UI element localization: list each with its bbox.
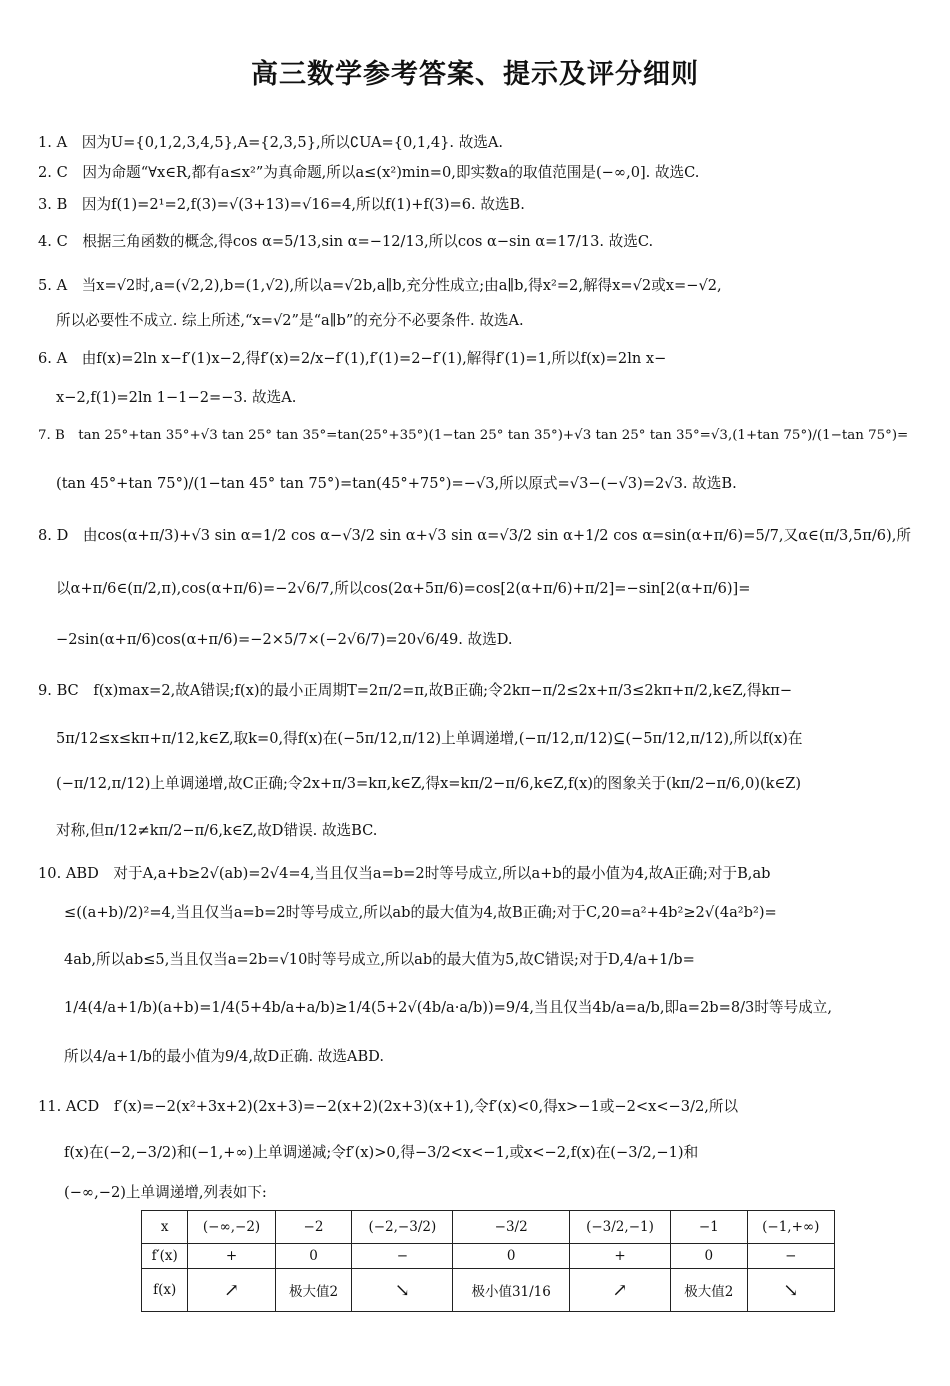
answer-line-9: 9. BC f(x)max=2,故A错误;f(x)的最小正周期T=2π/2=π,故B正确;令2kπ−π/2≤2x+π/3≤2kπ+π/2,k∈Z,得kπ− [38,682,793,699]
answer-line-11: 11. ACD f′(x)=−2(x²+3x+2)(2x+3)=−2(x+2)(2x+3)(x+1),令f′(x)<0,得x>−1或−2<x<−3/2,所以 [38,1098,739,1115]
table-cell: (−∞,−2) [188,1211,275,1244]
table-cell: 0 [275,1244,352,1269]
table-cell: (−1,+∞) [747,1211,834,1244]
table-cell: f′(x) [142,1244,188,1269]
answer-line-10-cont-d: 所以4/a+1/b的最小值为9/4,故D正确. 故选ABD. [64,1048,384,1065]
table-row [142,1269,835,1312]
table-cell: − [352,1244,453,1269]
answer-line-8-cont-b: −2sin(α+π/6)cos(α+π/6)=−2×5/7×(−2√6/7)=20√6/49. 故选D. [56,631,513,648]
answer-line-9-cont-c: 对称,但π/12≠kπ/2−π/6,k∈Z,故D错误. 故选BC. [56,822,378,839]
table-cell: 0 [671,1244,748,1269]
sign-table [141,1210,835,1312]
decreasing-arrow-icon: ↘ [352,1269,453,1312]
answer-line-11-cont-a: f(x)在(−2,−3/2)和(−1,+∞)上单调递减;令f′(x)>0,得−3/2<x<−1,或x<−2,f(x)在(−3/2,−1)和 [64,1144,699,1161]
decreasing-arrow-icon: ↘ [747,1269,834,1312]
table-cell: (−2,−3/2) [352,1211,453,1244]
answer-line-10: 10. ABD 对于A,a+b≥2√(ab)=2√4=4,当且仅当a=b=2时等号成立,所以a+b的最小值为4,故A正确;对于B,ab [38,865,771,882]
answer-line-3: 3. B 因为f(1)=2¹=2,f(3)=√(3+13)=√16=4,所以f(1)+f(3)=6. 故选B. [38,196,525,213]
answer-line-7: 7. B tan 25°+tan 35°+√3 tan 25° tan 35°=tan(25°+35°)(1−tan 25° tan 35°)+√3 tan 25° tan 35°=√3,(1+tan 75°)/(1−tan 75°)= [38,428,909,443]
page-title: 高三数学参考答案、提示及评分细则 [251,59,699,90]
answer-line-10-cont-a: ≤((a+b)/2)²=4,当且仅当a=b=2时等号成立,所以ab的最大值为4,故B正确;对于C,20=a²+4b²≥2√(4a²b²)= [64,904,777,921]
table-cell: f(x) [142,1269,188,1312]
table-cell: + [188,1244,275,1269]
answer-line-8-cont-a: 以α+π/6∈(π/2,π),cos(α+π/6)=−2√6/7,所以cos(2α+5π/6)=cos[2(α+π/6)+π/2]=−sin[2(α+π/6)]= [56,580,751,597]
answer-line-11-cont-b: (−∞,−2)上单调递增,列表如下: [64,1184,267,1201]
answer-line-4: 4. C 根据三角函数的概念,得cos α=5/13,sin α=−12/13,所以cos α−sin α=17/13. 故选C. [38,233,654,250]
increasing-arrow-icon: ↗ [569,1269,670,1312]
table-cell: 极大值2 [275,1269,352,1312]
answer-line-6-cont: x−2,f(1)=2ln 1−1−2=−3. 故选A. [56,389,297,406]
table-cell: −1 [671,1211,748,1244]
table-row [142,1244,835,1269]
answer-line-6: 6. A 由f(x)=2ln x−f′(1)x−2,得f′(x)=2/x−f′(1),f′(1)=2−f′(1),解得f′(1)=1,所以f(x)=2ln x− [38,350,667,367]
answer-line-9-cont-a: 5π/12≤x≤kπ+π/12,k∈Z,取k=0,得f(x)在(−5π/12,π/12)上单调递增,(−π/12,π/12)⊆(−5π/12,π/12),所以f(x)在 [56,730,803,747]
table-cell: (−3/2,−1) [569,1211,670,1244]
table-cell: 极小值31/16 [453,1269,569,1312]
answer-line-7-cont: (tan 45°+tan 75°)/(1−tan 45° tan 75°)=tan(45°+75°)=−√3,所以原式=√3−(−√3)=2√3. 故选B. [56,475,737,492]
answer-line-9-cont-b: (−π/12,π/12)上单调递增,故C正确;令2x+π/3=kπ,k∈Z,得x=kπ/2−π/6,k∈Z,f(x)的图象关于(kπ/2−π/6,0)(k∈Z) [56,775,802,792]
answer-line-1: 1. A 因为U={0,1,2,3,4,5},A={2,3,5},所以∁UA={0,1,4}. 故选A. [38,134,504,151]
answer-line-5: 5. A 当x=√2时,a=(√2,2),b=(1,√2),所以a=√2b,a∥b,充分性成立;由a∥b,得x²=2,解得x=√2或x=−√2, [38,277,722,294]
answer-line-10-cont-c: 1/4(4/a+1/b)(a+b)=1/4(5+4b/a+a/b)≥1/4(5+2√(4b/a·a/b))=9/4,当且仅当4b/a=a/b,即a=2b=8/3时等号成立, [64,999,832,1016]
table-row [142,1211,835,1244]
table-cell: + [569,1244,670,1269]
answer-line-2: 2. C 因为命题“∀x∈R,都有a≤x²”为真命题,所以a≤(x²)min=0,即实数a的取值范围是(−∞,0]. 故选C. [38,164,700,181]
increasing-arrow-icon: ↗ [188,1269,275,1312]
answer-line-5-cont: 所以必要性不成立. 综上所述,“x=√2”是“a∥b”的充分不必要条件. 故选A. [56,312,524,329]
table-cell: − [747,1244,834,1269]
table-cell: −3/2 [453,1211,569,1244]
table-cell: 极大值2 [671,1269,748,1312]
table-cell: −2 [275,1211,352,1244]
table-cell: x [142,1211,188,1244]
answer-line-10-cont-b: 4ab,所以ab≤5,当且仅当a=2b=√10时等号成立,所以ab的最大值为5,故C错误;对于D,4/a+1/b= [64,951,695,968]
answer-line-8: 8. D 由cos(α+π/3)+√3 sin α=1/2 cos α−√3/2 sin α+√3 sin α=√3/2 sin α+1/2 cos α=sin(α+π/6)=5/7,又α∈(π/3,5π/6),所 [38,527,911,544]
table-cell: 0 [453,1244,569,1269]
